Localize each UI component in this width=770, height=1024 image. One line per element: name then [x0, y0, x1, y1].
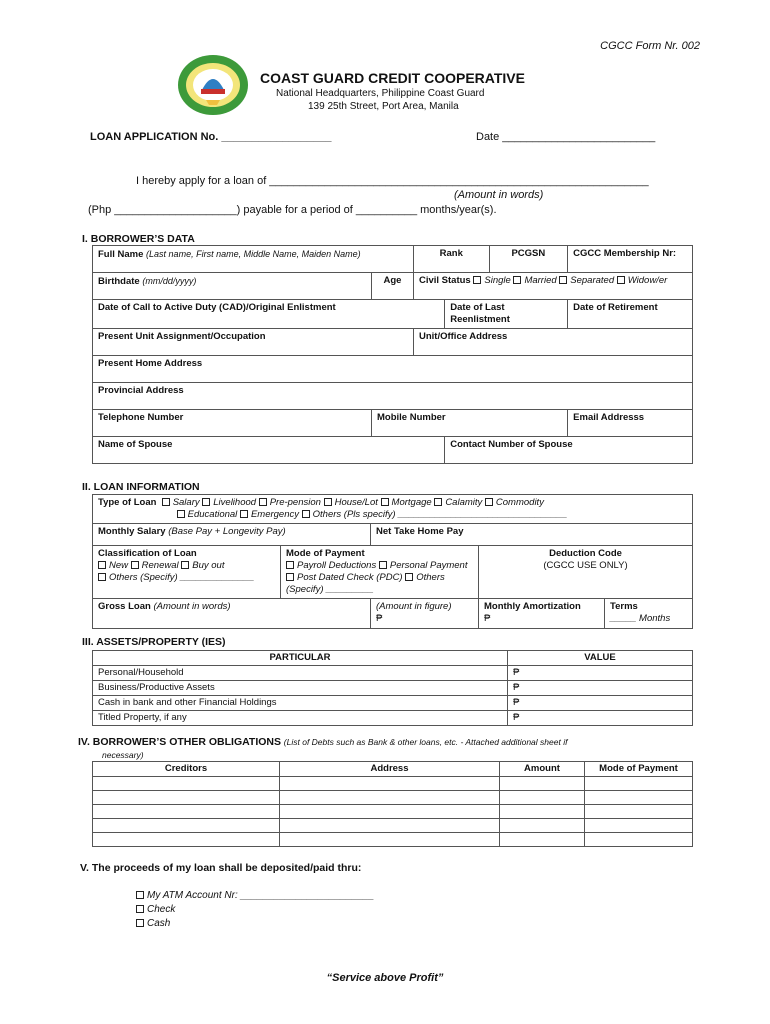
- amount-in-words-caption: (Amount in words): [454, 189, 544, 201]
- asset-value-cell[interactable]: ₱: [508, 666, 693, 681]
- php-period-line[interactable]: (Php ____________________) payable for a period of __________ months/year(s).: [88, 204, 497, 216]
- membership-cell[interactable]: CGCC Membership Nr:: [568, 246, 693, 273]
- others-loan-checkbox[interactable]: [302, 510, 310, 518]
- mortgage-checkbox[interactable]: [381, 498, 389, 506]
- new-checkbox[interactable]: [98, 561, 106, 569]
- check-option-label: Check: [147, 904, 176, 915]
- section-4-hint: (List of Debts such as Bank & other loans, etc. - Attached additional sheet if: [283, 737, 568, 747]
- assets-table: [92, 650, 693, 726]
- asset-value-cell[interactable]: ₱: [508, 681, 693, 696]
- pre-pension-checkbox[interactable]: [259, 498, 267, 506]
- email-cell[interactable]: Email Addresss: [568, 410, 693, 437]
- asset-value-cell[interactable]: ₱: [508, 711, 693, 726]
- obligations-table: [92, 761, 693, 847]
- married-checkbox[interactable]: [513, 276, 521, 284]
- borrower-data-table: [92, 245, 693, 464]
- telephone-cell[interactable]: Telephone Number: [93, 410, 372, 437]
- check-checkbox[interactable]: [136, 905, 144, 913]
- date-field[interactable]: Date _________________________: [476, 131, 656, 143]
- separated-checkbox[interactable]: [559, 276, 567, 284]
- amount-header: Amount: [500, 762, 585, 777]
- pcgsn-cell[interactable]: PCGSN: [489, 246, 568, 273]
- table-row[interactable]: [93, 819, 693, 833]
- last-reenlistment-cell[interactable]: Date of Last Reenlistment: [445, 300, 568, 329]
- retirement-cell[interactable]: Date of Retirement: [568, 300, 693, 329]
- asset-row-label: Titled Property, if any: [93, 711, 508, 726]
- cad-cell[interactable]: Date of Call to Active Duty (CAD)/Original Enlistment: [93, 300, 445, 329]
- asset-row-label: Cash in bank and other Financial Holdings: [93, 696, 508, 711]
- section-3-title: III. ASSETS/PROPERTY (IES): [82, 636, 226, 648]
- mode-of-payment-header: Mode of Payment: [585, 762, 693, 777]
- section-4-title: IV. BORROWER’S OTHER OBLIGATIONS: [78, 736, 282, 748]
- rank-cell[interactable]: Rank: [413, 246, 489, 273]
- full-name-cell[interactable]: Full Name (Last name, First name, Middle Name, Maiden Name): [93, 246, 414, 273]
- monthly-salary-cell[interactable]: Monthly Salary (Base Pay + Longevity Pay): [93, 524, 371, 546]
- spouse-contact-cell[interactable]: Contact Number of Spouse: [445, 437, 693, 464]
- cash-option-label: Cash: [147, 918, 171, 929]
- deduction-code-cell: Deduction Code (CGCC USE ONLY): [479, 546, 693, 599]
- gross-loan-cell[interactable]: Gross Loan (Amount in words): [93, 599, 371, 629]
- atm-checkbox[interactable]: [136, 891, 144, 899]
- asset-value-cell[interactable]: ₱: [508, 696, 693, 711]
- value-header: VALUE: [508, 651, 693, 666]
- unit-assignment-cell[interactable]: Present Unit Assignment/Occupation: [93, 329, 414, 356]
- educational-checkbox[interactable]: [177, 510, 185, 518]
- age-cell[interactable]: Age: [371, 273, 413, 300]
- mobile-cell[interactable]: Mobile Number: [371, 410, 567, 437]
- table-row[interactable]: [93, 791, 693, 805]
- org-name: COAST GUARD CREDIT COOPERATIVE: [260, 70, 525, 86]
- house-lot-checkbox[interactable]: [324, 498, 332, 506]
- monthly-amortization-cell[interactable]: Monthly Amortization ₱: [479, 599, 605, 629]
- unit-address-cell[interactable]: Unit/Office Address: [413, 329, 692, 356]
- creditors-header: Creditors: [93, 762, 280, 777]
- renewal-checkbox[interactable]: [131, 561, 139, 569]
- home-address-cell[interactable]: Present Home Address: [93, 356, 693, 383]
- spouse-cell[interactable]: Name of Spouse: [93, 437, 445, 464]
- provincial-address-cell[interactable]: Provincial Address: [93, 383, 693, 410]
- asset-row-label: Personal/Household: [93, 666, 508, 681]
- classification-cell: Classification of Loan New Renewal Buy out Others (Specify) ______________: [93, 546, 281, 599]
- loan-information-table: [92, 494, 693, 629]
- section-5-title: V. The proceeds of my loan shall be deposited/paid thru:: [80, 862, 362, 874]
- table-row[interactable]: [93, 833, 693, 847]
- deposit-options: [136, 889, 374, 931]
- emergency-checkbox[interactable]: [240, 510, 248, 518]
- org-address-line1: National Headquarters, Philippine Coast Guard: [276, 88, 485, 99]
- section-4-hint-2: necessary): [102, 750, 144, 760]
- particular-header: PARTICULAR: [93, 651, 508, 666]
- amount-figure-cell[interactable]: (Amount in figure) ₱: [371, 599, 479, 629]
- motto: “Service above Profit”: [326, 972, 444, 984]
- birthdate-cell[interactable]: Birthdate (mm/dd/yyyy): [93, 273, 372, 300]
- terms-cell[interactable]: Terms _____ Months: [605, 599, 693, 629]
- section-1-title: I. BORROWER’S DATA: [82, 233, 195, 245]
- salary-checkbox[interactable]: [162, 498, 170, 506]
- asset-row-label: Business/Productive Assets: [93, 681, 508, 696]
- net-take-home-cell[interactable]: Net Take Home Pay: [371, 524, 693, 546]
- type-of-loan-cell: Type of Loan Salary Livelihood Pre-pension House/Lot Mortgage Calamity Commodity Educational Emergency Others (Pls specify) ________________________________: [93, 495, 693, 524]
- address-header: Address: [280, 762, 500, 777]
- cooperative-logo: [176, 54, 250, 116]
- personal-payment-checkbox[interactable]: [379, 561, 387, 569]
- table-row[interactable]: [93, 777, 693, 791]
- logo-seal-icon: [176, 54, 250, 116]
- atm-option-label: My ATM Account Nr: ________________________: [147, 890, 375, 901]
- pdc-checkbox[interactable]: [286, 573, 294, 581]
- civil-status-cell: Civil Status Single Married Separated Widow/er: [413, 273, 692, 300]
- buy-out-checkbox[interactable]: [181, 561, 189, 569]
- calamity-checkbox[interactable]: [434, 498, 442, 506]
- others-classification-checkbox[interactable]: [98, 573, 106, 581]
- section-2-title: II. LOAN INFORMATION: [82, 481, 200, 493]
- widow-checkbox[interactable]: [617, 276, 625, 284]
- livelihood-checkbox[interactable]: [202, 498, 210, 506]
- others-mode-checkbox[interactable]: [405, 573, 413, 581]
- form-number: CGCC Form Nr. 002: [600, 40, 700, 52]
- table-row[interactable]: [93, 805, 693, 819]
- cash-checkbox[interactable]: [136, 919, 144, 927]
- section-4-heading: [78, 736, 678, 762]
- payroll-checkbox[interactable]: [286, 561, 294, 569]
- loan-application-no[interactable]: LOAN APPLICATION No. __________________: [90, 131, 332, 143]
- org-address-line2: 139 25th Street, Port Area, Manila: [308, 101, 459, 112]
- mode-of-payment-cell: Mode of Payment Payroll Deductions Personal Payment Post Dated Check (PDC) Others (Specify) _________: [281, 546, 479, 599]
- commodity-checkbox[interactable]: [485, 498, 493, 506]
- loan-amount-words-line[interactable]: I hereby apply for a loan of ______________________________________________________________: [136, 175, 649, 187]
- single-checkbox[interactable]: [473, 276, 481, 284]
